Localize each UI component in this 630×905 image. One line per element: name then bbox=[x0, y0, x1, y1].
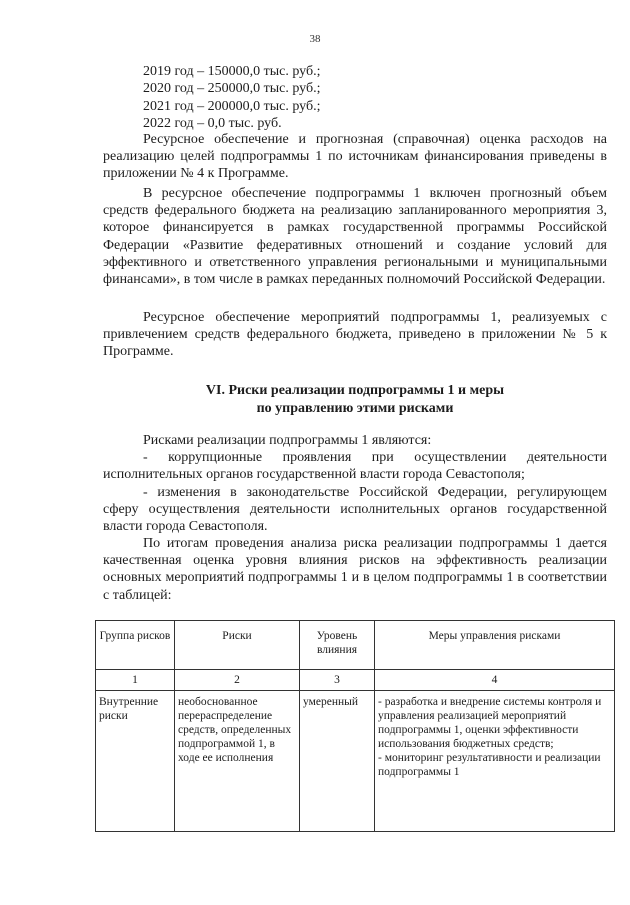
cell-risk: необоснованное перераспределение средств, определенных подпрограммой 1, в ходе ее исполнения bbox=[175, 691, 300, 832]
heading-line-1: VI. Риски реализации подпрограммы 1 и меры bbox=[205, 383, 505, 398]
header-risk-group: Группа рисков bbox=[96, 621, 175, 670]
paragraph-resource-measures bbox=[103, 309, 607, 361]
risk-item-legislation: - изменения в законодательстве Российской Федерации, регулирующем сферу осуществления деятельности исполнительных органов государственной власти города Севастополя. bbox=[103, 484, 607, 535]
heading-line-2: по управлению этими рисками bbox=[256, 400, 454, 416]
section-heading bbox=[103, 382, 607, 417]
year-2019: 2019 год – 150000,0 тыс. руб.; bbox=[143, 64, 321, 79]
cell-risk-measures bbox=[375, 691, 615, 832]
paragraph-analysis bbox=[103, 535, 607, 604]
risks-intro: Рисками реализации подпрограммы 1 являются: bbox=[143, 433, 432, 448]
header-risk-measures: Меры управления рисками bbox=[375, 621, 615, 670]
column-number: 3 bbox=[300, 670, 375, 691]
year-2020: 2020 год – 250000,0 тыс. руб.; bbox=[143, 81, 321, 97]
risks-table bbox=[95, 620, 615, 832]
risks-list bbox=[103, 432, 607, 535]
risk-item-corruption: - коррупционные проявления при осуществлении деятельности исполнительных органов государственной власти города Севастополя; bbox=[103, 450, 607, 483]
paragraph-resource-estimate bbox=[103, 131, 607, 183]
column-number: 1 bbox=[96, 670, 175, 691]
table-row bbox=[96, 691, 615, 832]
measure-item: - разработка и внедрение системы контроля и управления реализацией мероприятий подпрограммы 1, оценки эффективности использования бюджетных средств; bbox=[378, 696, 602, 750]
paragraph-text: По итогам проведения анализа риска реализации подпрограммы 1 дается качественная оценка уровня влияния рисков на эффективность реализации основных мероприятий подпрограммы 1 и в целом подпрограммы 1 в соответствии с таблицей: bbox=[103, 536, 607, 603]
paragraph-federal-budget bbox=[103, 185, 607, 288]
cell-impact-level: умеренный bbox=[300, 691, 375, 832]
column-number: 2 bbox=[175, 670, 300, 691]
header-risks: Риски bbox=[175, 621, 300, 670]
year-2021: 2021 год – 200000,0 тыс. руб.; bbox=[143, 98, 321, 114]
table-header-row bbox=[96, 621, 615, 670]
funding-by-year bbox=[143, 63, 321, 132]
paragraph-text: В ресурсное обеспечение подпрограммы 1 включен прогнозный объем средств федерального бюджета на реализацию запланированного мероприятия 3, которое финансируется в рамках государственной программы Российской Федерации «Развитие федеративных отношений и создание условий для эффективного и ответственного управления региональными и муниципальными финансами», в том числе в рамках переданных полномочий Российской Федерации. bbox=[103, 186, 607, 288]
year-2022: 2022 год – 0,0 тыс. руб. bbox=[143, 115, 282, 131]
paragraph-text: Ресурсное обеспечение и прогнозная (справочная) оценка расходов на реализацию целей подпрограммы 1 по источникам финансирования приведены в приложении № 4 к Программе. bbox=[103, 132, 607, 182]
column-number: 4 bbox=[375, 670, 615, 691]
header-impact-level: Уровень влияния bbox=[300, 621, 375, 670]
page-number: 38 bbox=[309, 33, 321, 45]
paragraph-text: Ресурсное обеспечение мероприятий подпрограммы 1, реализуемых с привлечением средств федерального бюджета, приведено в приложении № 5 к Программе. bbox=[103, 310, 607, 360]
measure-item: - мониторинг результативности и реализации подпрограммы 1 bbox=[378, 752, 601, 778]
table-number-row bbox=[96, 670, 615, 691]
cell-risk-group: Внутренние риски bbox=[96, 691, 175, 832]
